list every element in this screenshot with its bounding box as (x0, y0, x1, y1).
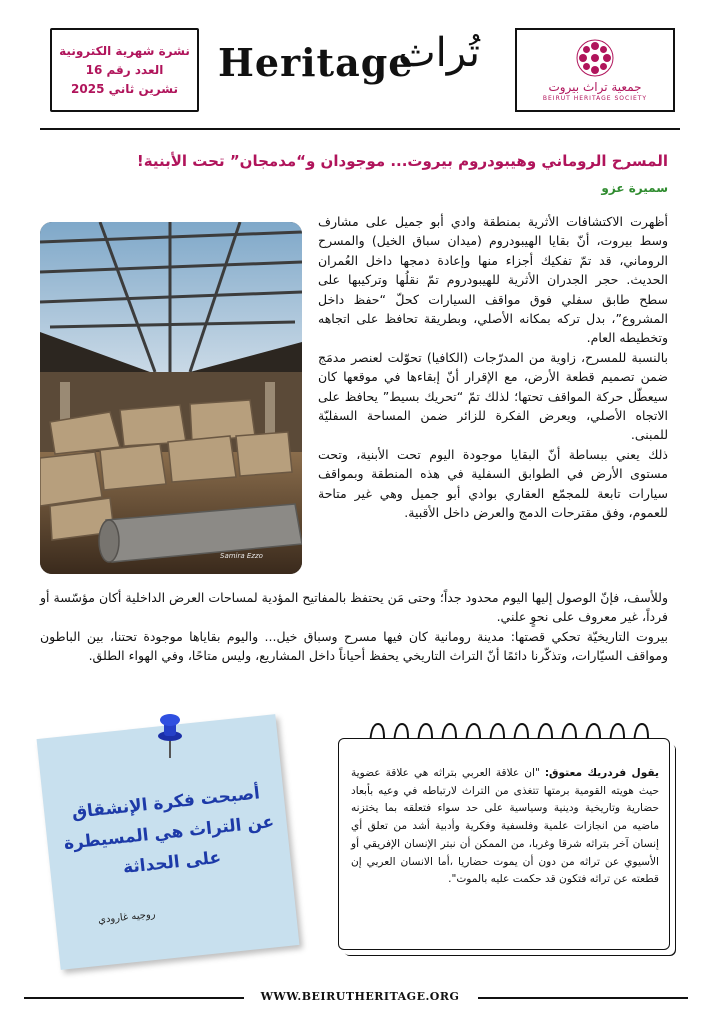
article-author: سميرة عزو (601, 181, 668, 195)
issue-date: تشرين ثاني 2025 (71, 82, 178, 96)
article-paragraph: وللأسف، فإنّ الوصول إليها اليوم محدود جداً؛ وحتى مَن يحتفظ بالمفاتيح المؤدية لمساحات العرض الداخلية أكان مؤسّسة أو فرداً، غير معروف على نحوٍ علني. (40, 590, 668, 625)
article-paragraph: ذلك يعني ببساطة أنّ البقايا موجودة اليوم تحت الأبنية، وتحت مستوى الأرض في الطوابق السفلية في هذه المنطقة وبمواقف سيارات تابعة للمجمّع العقاري بوادي أبو جميل وهي غير متاحة للعموم، وفق مقترحات الدمج والعرض داخل الأقبية. (318, 446, 668, 521)
quote-speaker: يقول فردريك معتوق: (544, 767, 659, 779)
issue-type: نشرة شهرية الكترونية (59, 44, 190, 58)
excavation-photo-illustration (40, 222, 302, 574)
issue-number: العدد رقم 16 (85, 63, 164, 77)
sticky-note-signature: روجيه غارودي (97, 909, 157, 926)
footer-website-link[interactable]: WWW.BEIRUTHERITAGE.ORG (260, 990, 460, 1003)
rosette-logo-icon (575, 38, 615, 78)
push-pin-icon (152, 712, 188, 760)
sticky-note (40, 712, 300, 967)
quote-notebook-box (338, 738, 670, 950)
quote-body: "ان علاقة العربي بتراثه هي علاقة عضوية حيث هويته القومية برمتها تتغذى من التراث لارتباطه في وعيه بأبعاد حضارية وتاريخية ودينية وسياسية على حد سواء فتعلقه بما يختزنه ماضيه من انجازات علمية وفلسفية وفكرية وأدبية أشد من تعلق أي إنسان آخر بتراثه شرقا وغربا، من الممكن أن نبتر الإنسان الإفريقي أو الأسيوي عن تراثه من دون أن يموت حضاريا ،أما الانسان العربي إن قطعته عن تراثه فتكون قد حكمت عليه بالموت". (351, 767, 659, 886)
header-rule (40, 128, 680, 130)
logo-name-ar: جمعية تراث بيروت (548, 79, 642, 94)
society-logo (515, 28, 675, 112)
article-title: المسرح الروماني وهيبودروم بيروت... موجودان و“مدمجان” تحت الأبنية! (136, 152, 668, 170)
issue-info-box (50, 28, 199, 112)
excavation-photo (40, 222, 302, 574)
article-paragraph: بالنسبة للمسرح، زاوية من المدرّجات (الكافيا) تحوّلت لعنصر مدمَج ضمن تصميم قطعة الأرض، مع الإقرار أنّ إبقاءها في موقعها كان سيعطّل حركة المواقف تحتها؛ لذلك تمّ “تحريك بسيط” يحافظ على الاتجاه الأصلي، ويعرض الفكرة للزائر ضمن المساحة السفليّة للمبنى. (318, 349, 668, 443)
quote-text-block (351, 765, 659, 889)
article-body-column (318, 212, 668, 523)
logo-name-en: BEIRUT HERITAGE SOCIETY (542, 94, 648, 102)
photo-credit: Samira Ezzo (220, 552, 263, 560)
article-paragraph: أظهرت الاكتشافات الأثرية بمنطقة وادي أبو جميل على مشارف وسط بيروت، أنّ بقايا الهيبودروم (ميدان سباق الخيل) والمسرح الروماني، قد تمّ تفكيك أجزاء منها وإعادة دمجها داخل العُمران الحديث. حجر الجدران الأثرية للهيبودروم تمّ نقلُها وتركيبها على سطح طابق سفلي فوق مواقف السيارات كحلّ “حفظ داخل المشروع”، بدل تركه بمكانه الأصلي، وبطريقة تحافظ على اتجاهه وتخطيطه العام. (318, 214, 668, 346)
brand-title-ar: تُراث (398, 30, 480, 76)
sticky-note-quote: أصبحت فكرة الإنشقاق عن التراث هي المسيطرة على الحداثة (62, 783, 276, 878)
article-paragraph: بيروت التاريخيّة تحكي قصتها: مدينة رومانية كان فيها مسرح وسباق خيل... واليوم بقاياها موجودة تحتنا، بين الباطون ومواقف السيّارات، وتذكّرنا دائمًا أنّ التراث التاريخي يحفظ أحياناً داخل المشاريع، وليس متاحًا، وفي الهواء الطلق. (40, 628, 668, 664)
brand-title-en: Heritage (218, 40, 414, 85)
footer-rule-left (24, 997, 244, 999)
footer-rule-right (478, 997, 688, 999)
article-body-full (40, 588, 668, 666)
